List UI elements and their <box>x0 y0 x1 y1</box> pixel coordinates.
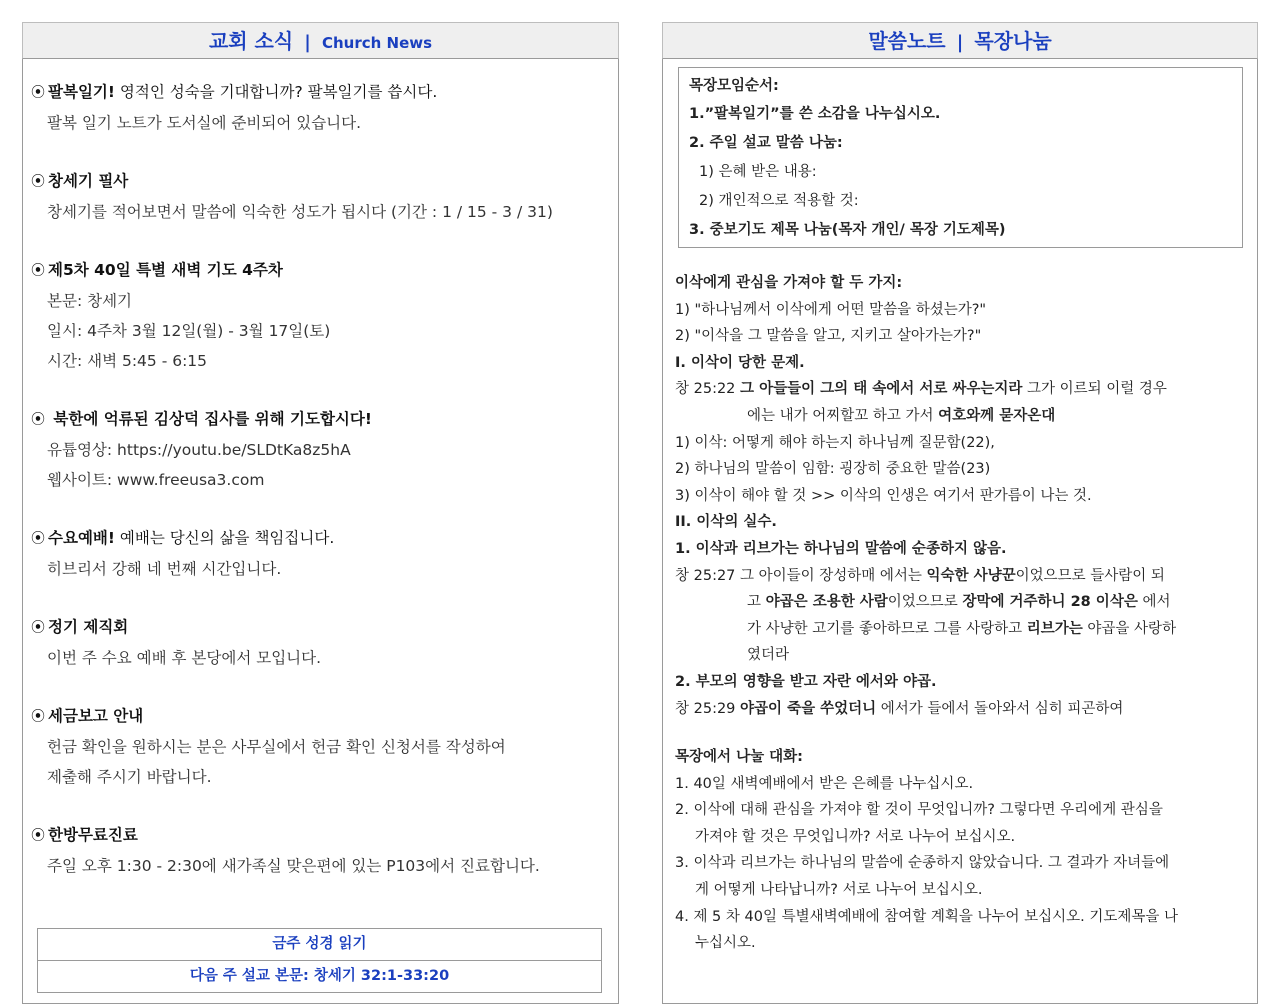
news-list <box>31 77 610 881</box>
bullet-icon: ⦿ <box>31 174 45 190</box>
point-line: 3) 이삭이 해야 할 것 >> 이삭의 인생은 여기서 판가름이 나는 것. <box>675 487 1092 504</box>
news-item-heading: 팔복일기! <box>48 83 115 101</box>
talk-line: 1. 40일 새벽예배에서 받은 은혜를 나누십시오. <box>675 775 974 792</box>
meeting-order-title: 목장모임순서: <box>689 78 779 94</box>
news-item <box>31 404 610 495</box>
news-item <box>31 166 610 227</box>
next-sermon-text: 다음 주 설교 본문: 창세기 32:1-33:20 <box>38 960 601 992</box>
section-heading: I. 이삭이 당한 문제. <box>675 354 805 371</box>
news-item-title <box>31 523 610 554</box>
question-line: 2) "이삭을 그 말씀을 알고, 지키고 살아가는가?" <box>675 328 982 345</box>
news-item <box>31 612 610 673</box>
news-item-title <box>31 255 610 286</box>
talk-line: 누십시오. <box>695 935 756 952</box>
news-item-line: 주일 오후 1:30 - 2:30에 새가족실 맞은편에 있는 P103에서 진료합니다. <box>47 857 540 875</box>
verse-line: 였더라 <box>747 647 790 664</box>
verse-line: 에는 내가 어찌할꼬 하고 가서 여호와께 묻자온대 <box>747 407 1056 424</box>
group-sharing-title: 목장나눔 <box>974 29 1052 53</box>
talk-line: 게 어떻게 나타납니까? 서로 나누어 보십시오. <box>695 882 983 899</box>
news-item-line: 유튭영상: https://youtu.be/SLDtKa8z5hA <box>47 441 351 459</box>
bullet-icon: ⦿ <box>31 620 45 636</box>
header-separator: | <box>956 32 964 53</box>
sermon-notes <box>675 270 1245 722</box>
news-item <box>31 255 610 376</box>
church-news-subtitle: Church News <box>321 34 433 52</box>
order-line: 2. 주일 설교 말씀 나눔: <box>689 135 843 151</box>
bullet-icon: ⦿ <box>31 531 45 547</box>
news-item-heading: 수요예배! <box>48 529 115 547</box>
news-item-line: 제출해 주시기 바랍니다. <box>47 768 212 786</box>
church-news-column <box>22 22 619 1004</box>
news-item-heading: 한방무료진료 <box>48 826 138 844</box>
news-item-line: 본문: 창세기 <box>47 292 133 310</box>
point-line: 2) 하나님의 말씀이 임함: 굉장히 중요한 말씀(23) <box>675 461 991 478</box>
talk-line: 가져야 할 것은 무엇입니까? 서로 나누어 보십시오. <box>695 828 1016 845</box>
meeting-order-box <box>678 67 1243 248</box>
verse-line: 창 25:29 야곱이 죽을 쑤었더니 에서가 들에서 돌아와서 심히 피곤하여 <box>675 700 1124 717</box>
sermon-note-title: 말씀노트 <box>868 29 946 53</box>
news-item <box>31 523 610 584</box>
point-line: 1) 이삭: 어떻게 해야 하는지 하나님께 질문함(22), <box>675 434 995 451</box>
news-item-heading: 북한에 억류된 김상덕 집사를 위해 기도합시다! <box>48 410 372 428</box>
order-line: 1.”팔복일기”를 쓴 소감을 나누십시오. <box>689 106 941 122</box>
news-item-line: 창세기를 적어보면서 말씀에 익숙한 성도가 됩시다 (기간 : 1 / 15 - 3 / 31) <box>47 203 553 221</box>
news-item-title <box>31 404 610 435</box>
news-item-line: 일시: 4주차 3월 12일(월) - 3월 17일(토) <box>47 322 331 340</box>
news-item-title <box>31 166 610 197</box>
news-item-heading: 정기 제직회 <box>48 618 129 636</box>
news-item-title <box>31 701 610 732</box>
news-item <box>31 77 610 138</box>
weekly-bible-reading: 금주 성경 읽기 <box>272 936 367 952</box>
talk-line: 2. 이삭에 대해 관심을 가져야 할 것이 무엇입니까? 그렇다면 우리에게 관심을 <box>675 802 1163 819</box>
news-item-line: 히브리서 강해 네 번째 시간입니다. <box>47 560 282 578</box>
talk-heading: 목장에서 나눌 대화: <box>675 749 803 766</box>
news-item-line: 팔복 일기 노트가 도서실에 준비되어 있습니다. <box>47 114 362 132</box>
bullet-icon: ⦿ <box>31 85 45 101</box>
news-item-line: 이번 주 수요 예배 후 본당에서 모입니다. <box>47 649 322 667</box>
subsection-heading: 2. 부모의 영향을 받고 자란 에서와 야곱. <box>675 673 937 690</box>
order-line: 3. 중보기도 제목 나눔(목자 개인/ 목장 기도제목) <box>689 222 1006 238</box>
church-news-title: 교회 소식 <box>208 29 294 53</box>
subsection-heading: 1. 이삭과 리브가는 하나님의 말씀에 순종하지 않음. <box>675 540 1007 557</box>
church-news-header <box>22 22 619 59</box>
talk-line: 3. 이삭과 리브가는 하나님의 말씀에 순종하지 않았습니다. 그 결과가 자녀들에 <box>675 855 1170 872</box>
sermon-heading: 이삭에게 관심을 가져야 할 두 가지: <box>675 275 903 291</box>
news-item-heading: 창세기 필사 <box>48 172 129 190</box>
news-item-title <box>31 612 610 643</box>
bible-reading-box <box>37 928 602 993</box>
news-item-title <box>31 820 610 851</box>
section-heading: II. 이삭의 실수. <box>675 514 777 531</box>
order-line: 2) 개인적으로 적용할 것: <box>699 193 859 209</box>
news-item-line: 헌금 확인을 원하시는 분은 사무실에서 헌금 확인 신청서를 작성하여 <box>47 738 506 756</box>
verse-line: 고 야곱은 조용한 사람이었으므로 장막에 거주하니 28 이삭은 에서 <box>747 594 1171 611</box>
news-item-title <box>31 77 610 108</box>
bullet-icon: ⦿ <box>31 263 45 279</box>
news-item-heading-text: 영적인 성숙을 기대합니까? 팔복일기를 씁시다. <box>114 83 438 101</box>
header-separator: | <box>304 32 311 53</box>
news-item-line: 웹사이트: www.freeusa3.com <box>47 471 265 489</box>
order-line: 1) 은혜 받은 내용: <box>699 164 817 180</box>
question-line: 1) "하나님께서 이삭에게 어떤 말씀을 하셨는가?" <box>675 301 987 318</box>
news-item <box>31 820 610 881</box>
sermon-note-header <box>662 22 1258 59</box>
sermon-note-box <box>662 59 1258 1004</box>
news-item-heading: 세금보고 안내 <box>48 707 144 725</box>
news-item <box>31 701 610 792</box>
verse-line: 가 사냥한 고기를 좋아하므로 그를 사랑하고 리브가는 야곱을 사랑하 <box>747 620 1177 637</box>
verse-line: 창 25:22 그 아들들이 그의 태 속에서 서로 싸우는지라 그가 이르되 이럴 경우 <box>675 381 1167 398</box>
sermon-note-column <box>662 22 1258 1004</box>
bullet-icon: ⦿ <box>31 412 45 428</box>
bullet-icon: ⦿ <box>31 828 45 844</box>
news-item-heading: 제5차 40일 특별 새벽 기도 4주차 <box>48 261 283 279</box>
bullet-icon: ⦿ <box>31 709 45 725</box>
group-talk <box>675 744 1245 957</box>
verse-line: 창 25:27 그 아이들이 장성하매 에서는 익숙한 사냥꾼이었으므로 들사람이 되 <box>675 567 1165 584</box>
news-item-line: 시간: 새벽 5:45 - 6:15 <box>47 352 208 370</box>
church-news-box <box>22 59 619 1004</box>
news-item-heading-text: 예배는 당신의 삶을 책임집니다. <box>114 529 335 547</box>
talk-line: 4. 제 5 차 40일 특별새벽예배에 참여할 계획을 나누어 보십시오. 기도제목을 나 <box>675 908 1179 925</box>
